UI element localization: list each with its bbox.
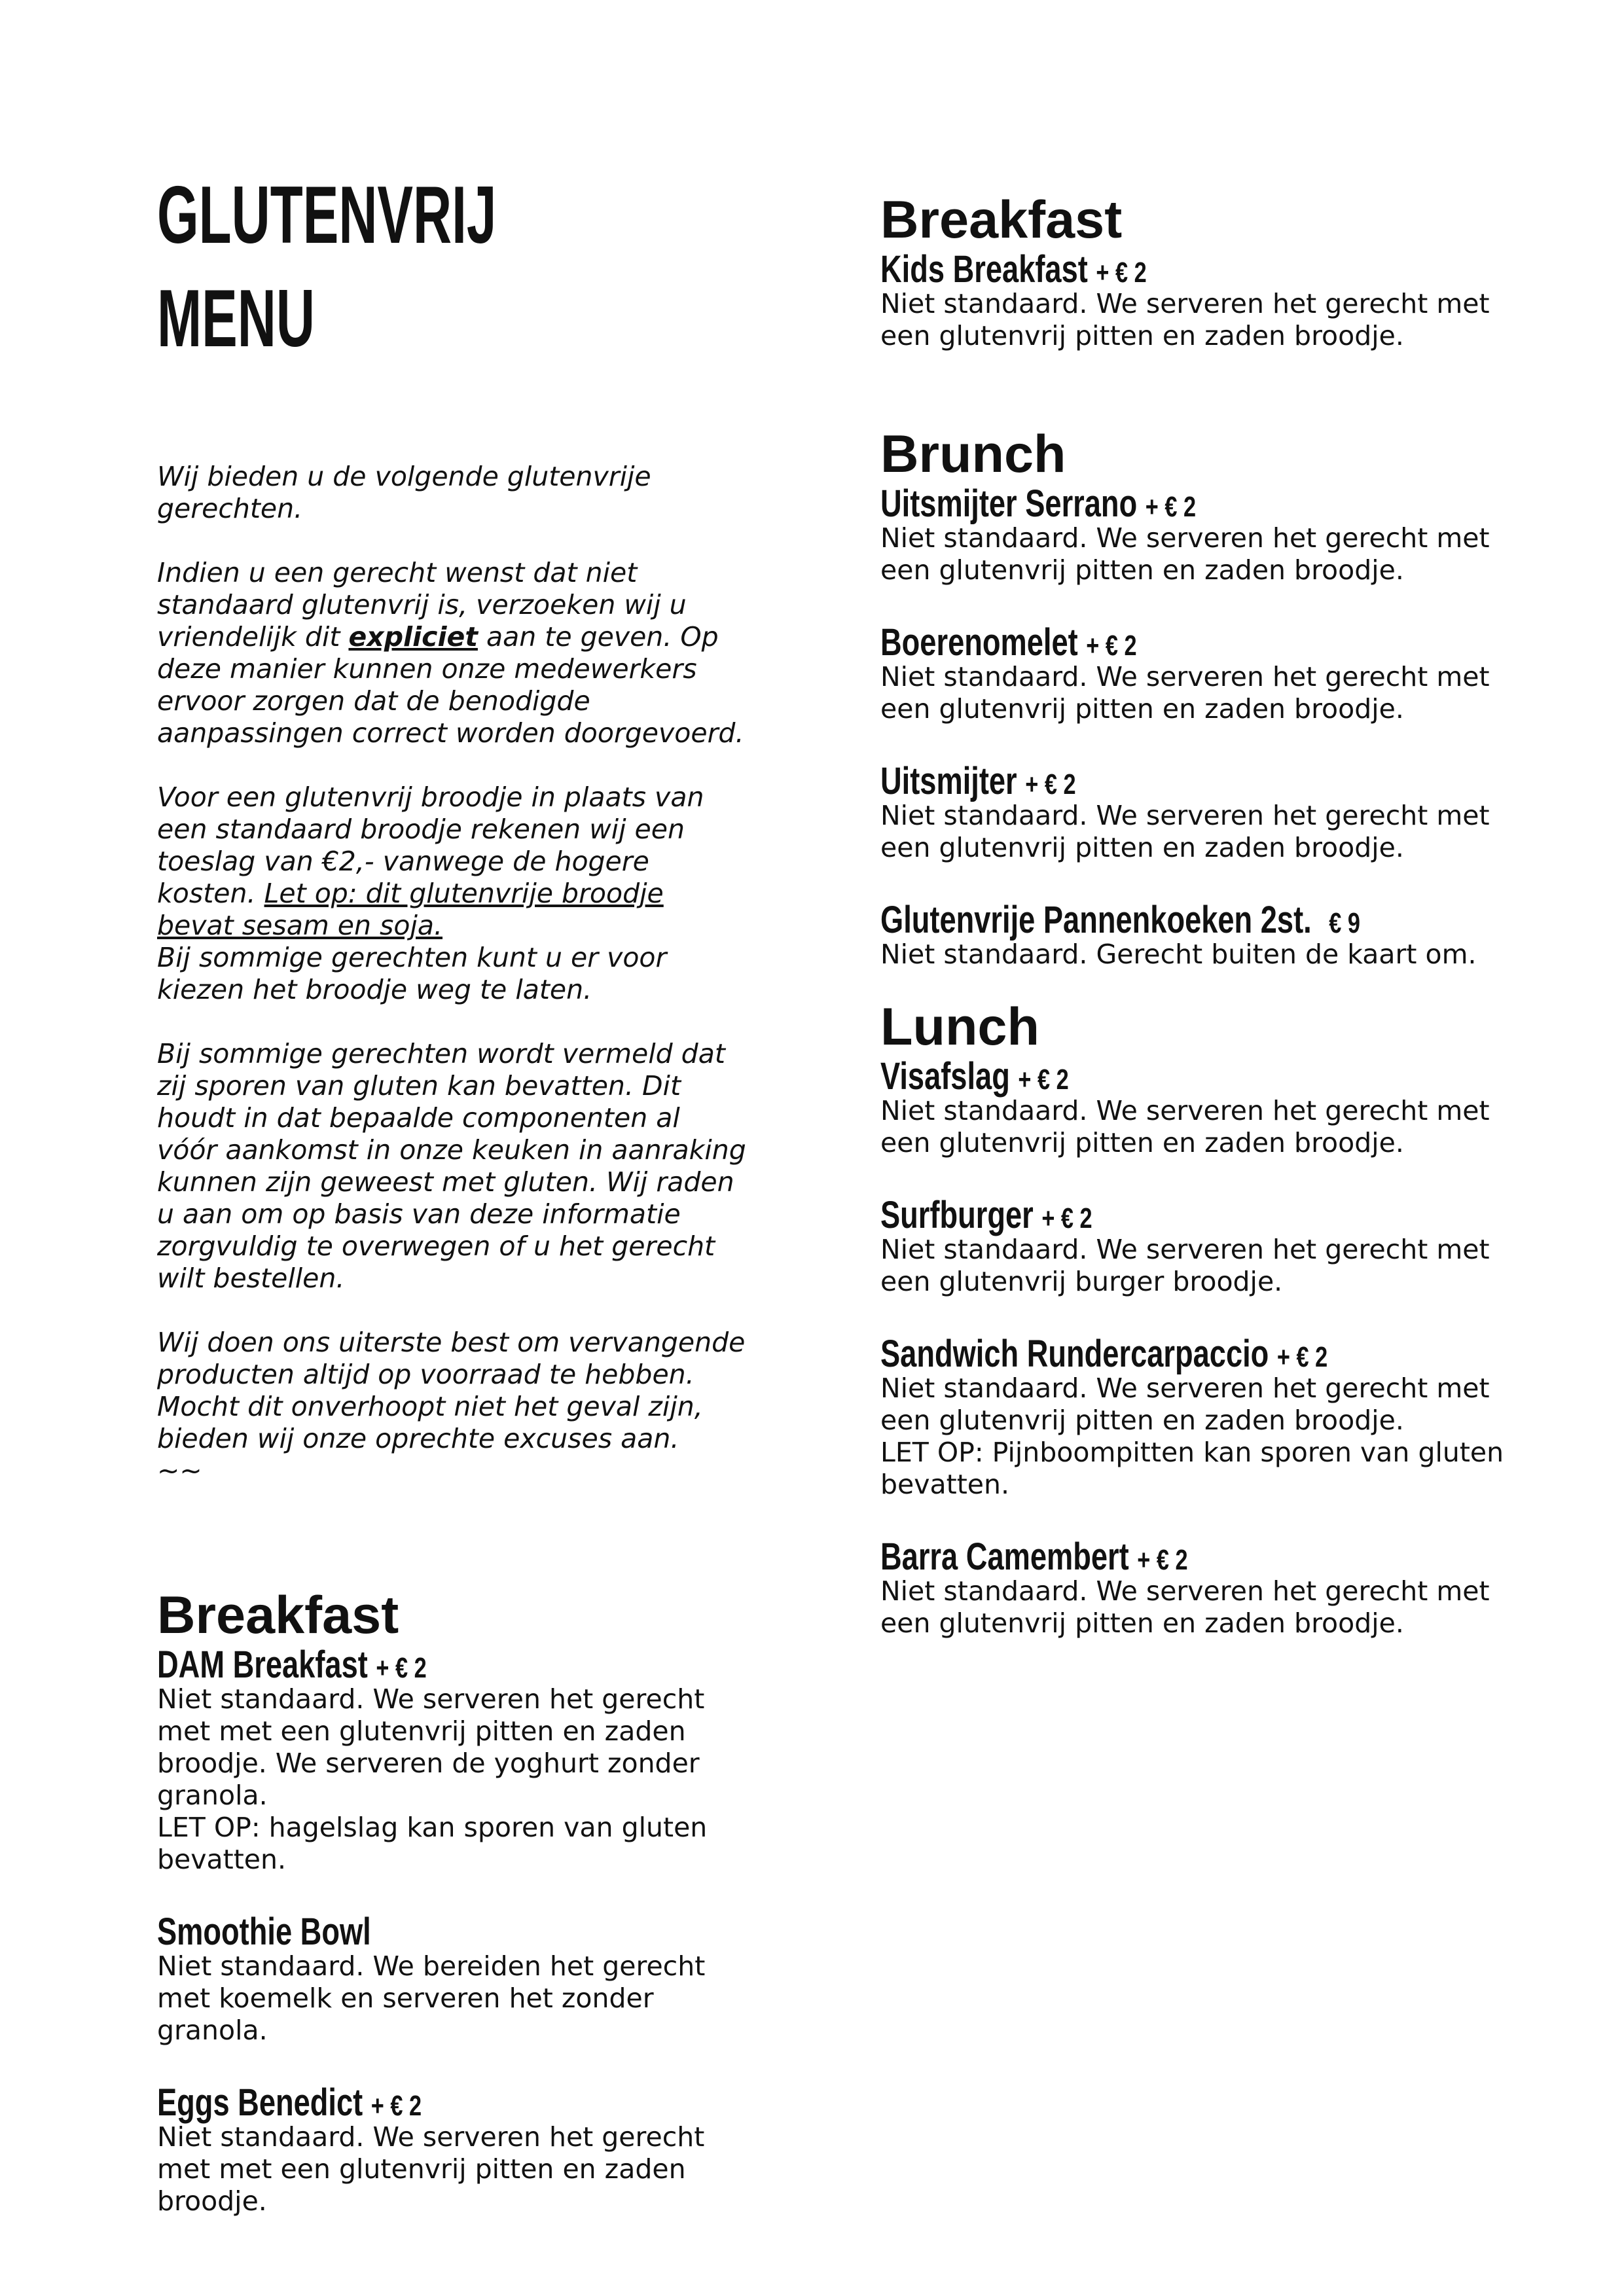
right-breakfast-section — [880, 190, 1535, 352]
menu-item — [157, 1645, 746, 1876]
item-title — [157, 1643, 617, 1686]
item-title — [157, 2081, 617, 2124]
item-name: Uitsmijter Serrano — [880, 482, 1138, 525]
left-column — [157, 164, 746, 2254]
item-description: Niet standaard. We serveren het gerecht met een glutenvrij pitten en zaden broodje. — [880, 1575, 1490, 1639]
section-title-lunch: Lunch — [880, 997, 1039, 1056]
item-title — [880, 762, 1391, 800]
item-title — [880, 621, 1391, 664]
item-name: Eggs Benedict — [157, 2081, 363, 2124]
item-description: Niet standaard. We serveren het gerecht met een glutenvrij pitten en zaden broodje. LET OP: Pijnboompitten kan sporen van gluten bevatten. — [880, 1372, 1504, 1500]
item-description: Niet standaard. We serveren het gerecht met met een glutenvrij pitten en zaden broodje. We serveren de yoghurt zonder granola. LET OP: hagelslag kan sporen van gluten bevatten. — [157, 1683, 708, 1875]
item-title — [880, 901, 1391, 939]
menu-item — [880, 1196, 1535, 1298]
item-title — [880, 1535, 1391, 1578]
item-description: Niet standaard. We serveren het gerecht met met een glutenvrij pitten en zaden broodje. — [157, 2121, 705, 2217]
item-name: Boerenomelet — [880, 621, 1078, 664]
item-price: + € 2 — [1041, 1202, 1092, 1234]
item-price: € 9 — [1329, 907, 1360, 939]
intro-paragraph-1: Wij bieden u de volgende glutenvrije gerechten. — [157, 461, 651, 524]
item-name: Barra Camembert — [880, 1535, 1129, 1578]
item-price: + € 2 — [1145, 491, 1197, 523]
item-title — [157, 1910, 617, 1953]
menu-item — [880, 484, 1535, 586]
intro-paragraph-3b: Bij sommige gerechten kunt u er voor kiezen het broodje weg te laten. — [157, 942, 667, 1005]
item-title — [880, 1333, 1391, 1375]
intro-paragraph-2 — [157, 557, 746, 749]
intro-paragraph-3 — [157, 781, 746, 942]
menu-item — [880, 250, 1535, 352]
item-description: Niet standaard. We serveren het gerecht met een glutenvrij burger broodje. — [880, 1234, 1490, 1297]
item-price: + € 2 — [1276, 1341, 1328, 1373]
intro-p2-emphasis: expliciet — [348, 621, 478, 653]
item-description: Niet standaard. We serveren het gerecht met een glutenvrij pitten en zaden broodje. — [880, 522, 1490, 586]
item-price: + € 2 — [1137, 1544, 1188, 1576]
menu-item — [157, 2083, 746, 2217]
menu-item — [880, 901, 1535, 971]
item-name: Sandwich Rundercarpaccio — [880, 1333, 1269, 1375]
item-title — [880, 248, 1391, 291]
item-description: Niet standaard. We serveren het gerecht met een glutenvrij pitten en zaden broodje. — [880, 800, 1490, 863]
item-description: Niet standaard. We serveren het gerecht met een glutenvrij pitten en zaden broodje. — [880, 288, 1490, 351]
item-price: + € 2 — [1086, 630, 1137, 662]
intro-p2-text: Indien u een gerecht wenst dat niet standaard glutenvrij is, verzoeken wij u vriendelijk dit — [157, 557, 687, 653]
intro-p2-text-after: aan te geven. Op deze manier kunnen onze medewerkers ervoor zorgen dat de benodigde aanpassingen correct worden doorgevoerd. — [157, 621, 744, 749]
section-title-brunch: Brunch — [880, 425, 1066, 484]
brunch-section — [880, 424, 1535, 971]
section-title-breakfast: Breakfast — [880, 190, 1123, 249]
intro-tilde: ~~ — [157, 1455, 202, 1486]
menu-title-line2: MENU — [157, 274, 315, 364]
menu-item — [880, 762, 1535, 864]
item-price: + € 2 — [376, 1652, 427, 1684]
intro-text — [157, 461, 746, 1487]
menu-item — [880, 1335, 1535, 1501]
intro-p3-text: Voor een glutenvrij broodje in plaats van een standaard broodje rekenen wij een toeslag van €2,- vanwege de hogere kosten. — [157, 781, 704, 909]
intro-paragraph-4: Bij sommige gerechten wordt vermeld dat zij sporen van gluten kan bevatten. Dit houdt in dat bepaalde componenten al vóór aankomst in onze keuken in aanraking kunnen zijn geweest met gluten. Wij raden u aan om op basis van deze informatie zorgvuldig te overwegen of u het gerecht wilt bestellen. — [157, 1038, 746, 1294]
item-price: + € 2 — [1096, 257, 1147, 289]
item-title — [880, 1055, 1391, 1098]
item-price: + € 2 — [1025, 768, 1076, 800]
item-description: Niet standaard. We bereiden het gerecht met koemelk en serveren het zonder granola. — [157, 1950, 706, 2046]
item-name: DAM Breakfast — [157, 1643, 368, 1686]
intro-p3-warning: Let op: dit glutenvrije broodje bevat sesam en soja. — [157, 878, 664, 941]
right-column — [880, 190, 1535, 1676]
item-name: Glutenvrije Pannenkoeken 2st. — [880, 899, 1312, 941]
lunch-section — [880, 997, 1535, 1640]
menu-item — [880, 1057, 1535, 1159]
menu-title — [157, 164, 546, 370]
menu-item — [880, 623, 1535, 725]
left-breakfast-section — [157, 1585, 746, 2217]
item-price: + € 2 — [370, 2090, 422, 2122]
item-price: + € 2 — [1018, 1064, 1069, 1096]
item-description: Niet standaard. We serveren het gerecht met een glutenvrij pitten en zaden broodje. — [880, 661, 1490, 725]
item-name: Surfburger — [880, 1194, 1034, 1236]
item-description: Niet standaard. We serveren het gerecht met een glutenvrij pitten en zaden broodje. — [880, 1095, 1490, 1158]
item-name: Smoothie Bowl — [157, 1910, 371, 1953]
menu-item — [157, 1912, 746, 2047]
item-name: Kids Breakfast — [880, 248, 1088, 291]
item-name: Visafslag — [880, 1055, 1010, 1098]
item-name: Uitsmijter — [880, 760, 1017, 802]
intro-paragraph-5: Wij doen ons uiterste best om vervangende producten altijd op voorraad te hebben. Mocht dit onverhoopt niet het geval zijn, bieden wij onze oprechte excuses aan. — [157, 1327, 746, 1454]
menu-title-line1: GLUTENVRIJ — [157, 170, 497, 260]
section-title-breakfast: Breakfast — [157, 1586, 399, 1645]
item-title — [880, 482, 1391, 525]
menu-item — [880, 1537, 1535, 1640]
item-description: Niet standaard. Gerecht buiten de kaart om. — [880, 939, 1477, 970]
item-title — [880, 1196, 1391, 1234]
